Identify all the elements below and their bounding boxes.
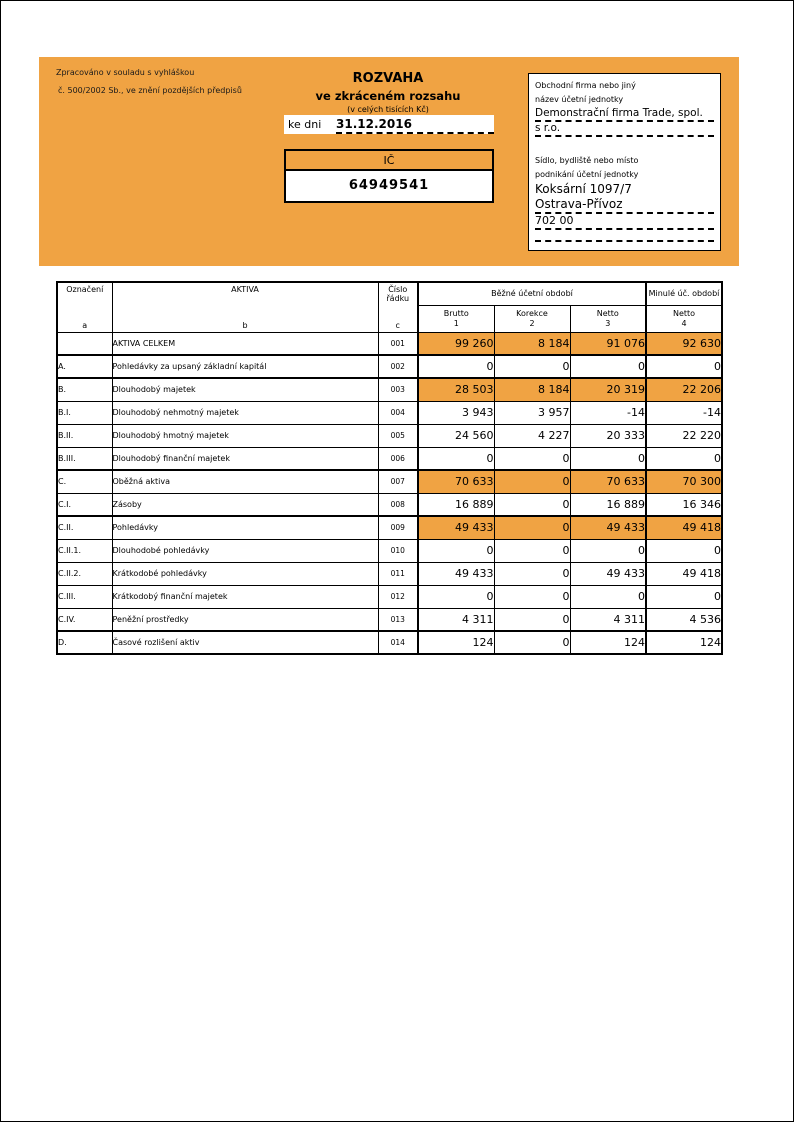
ic-value: 64949541 (286, 171, 492, 201)
cell-netto-previous: 22 220 (646, 424, 722, 447)
col-header-designation-letter: a (82, 321, 88, 331)
cell-designation: D. (57, 631, 112, 654)
cell-item-label: Peněžní prostředky (112, 608, 378, 631)
table-row (57, 631, 722, 654)
col-header-line-number-title: Číslo řádku (386, 285, 410, 304)
cell-netto-previous: 0 (646, 447, 722, 470)
cell-item-label: Dlouhodobé pohledávky (112, 539, 378, 562)
table-header (57, 282, 722, 332)
ic-box (284, 149, 494, 203)
title-block (238, 71, 538, 114)
spacer (535, 137, 714, 154)
cell-netto: 0 (570, 355, 646, 378)
cell-line-number: 007 (378, 470, 418, 493)
cell-designation: C.I. (57, 493, 112, 516)
company-address-zip: 702 00 (535, 214, 714, 230)
cell-netto: 124 (570, 631, 646, 654)
cell-netto: 49 433 (570, 516, 646, 539)
cell-netto: 0 (570, 539, 646, 562)
col-group-current-period: Běžné účetní období (418, 282, 646, 305)
table-row (57, 447, 722, 470)
cell-netto-previous: 0 (646, 539, 722, 562)
balance-sheet-table (56, 281, 723, 655)
cell-netto: 0 (570, 447, 646, 470)
table-row (57, 401, 722, 424)
cell-brutto: 0 (418, 447, 494, 470)
cell-designation: C.III. (57, 585, 112, 608)
col-header-korekce: Korekce 2 (494, 305, 570, 332)
col-header-designation (57, 282, 112, 332)
company-name-line2: s r.o. (535, 122, 714, 137)
cell-designation: C.IV. (57, 608, 112, 631)
cell-korekce: 0 (494, 493, 570, 516)
cell-designation: A. (57, 355, 112, 378)
cell-designation: B.III. (57, 447, 112, 470)
cell-line-number: 008 (378, 493, 418, 516)
cell-korekce: 0 (494, 562, 570, 585)
company-name-line1: Demonstrační firma Trade, spol. (535, 107, 714, 122)
cell-netto-previous: 49 418 (646, 516, 722, 539)
cell-korekce: 0 (494, 585, 570, 608)
cell-korekce: 3 957 (494, 401, 570, 424)
cell-korekce: 0 (494, 516, 570, 539)
regulation-note-line1: Zpracováno v souladu s vyhláškou (56, 68, 195, 77)
form-subtitle: ve zkráceném rozsahu (315, 89, 461, 103)
cell-item-label: Zásoby (112, 493, 378, 516)
cell-designation: C.II.1. (57, 539, 112, 562)
cell-netto: 20 333 (570, 424, 646, 447)
col-header-designation-title: Označení (66, 285, 104, 295)
col-header-line-number (378, 282, 418, 332)
empty-dashed-line (535, 230, 714, 242)
cell-line-number: 009 (378, 516, 418, 539)
cell-item-label: Pohledávky (112, 516, 378, 539)
table-row (57, 608, 722, 631)
cell-korekce: 8 184 (494, 332, 570, 355)
cell-netto: 20 319 (570, 378, 646, 401)
col-header-aktiva-title: AKTIVA (231, 285, 259, 295)
col-header-aktiva-letter: b (242, 321, 248, 331)
table-row (57, 539, 722, 562)
table-row (57, 470, 722, 493)
table-row (57, 516, 722, 539)
cell-brutto: 0 (418, 539, 494, 562)
cell-item-label: Oběžná aktiva (112, 470, 378, 493)
cell-netto: 70 633 (570, 470, 646, 493)
cell-netto-previous: 4 536 (646, 608, 722, 631)
cell-netto-previous: 124 (646, 631, 722, 654)
cell-line-number: 004 (378, 401, 418, 424)
company-seat-label-line1: Sídlo, bydliště nebo místo (535, 156, 639, 165)
cell-brutto: 49 433 (418, 562, 494, 585)
table-row (57, 562, 722, 585)
cell-item-label: AKTIVA CELKEM (112, 332, 378, 355)
cell-brutto: 99 260 (418, 332, 494, 355)
table-row (57, 585, 722, 608)
cell-brutto: 49 433 (418, 516, 494, 539)
cell-brutto: 0 (418, 355, 494, 378)
cell-item-label: Dlouhodobý nehmotný majetek (112, 401, 378, 424)
cell-brutto: 24 560 (418, 424, 494, 447)
cell-designation: C.II.2. (57, 562, 112, 585)
cell-line-number: 014 (378, 631, 418, 654)
company-name-label-line1: Obchodní firma nebo jiný (535, 81, 636, 90)
col-header-line-number-letter: c (395, 321, 400, 331)
cell-netto-previous: 16 346 (646, 493, 722, 516)
company-name-label-line2: název účetní jednotky (535, 95, 624, 104)
cell-designation: C.II. (57, 516, 112, 539)
cell-korekce: 0 (494, 355, 570, 378)
company-address-line2: Ostrava-Přívoz (535, 197, 714, 214)
cell-netto-previous: 70 300 (646, 470, 722, 493)
cell-brutto: 3 943 (418, 401, 494, 424)
cell-designation: B. (57, 378, 112, 401)
cell-netto: 49 433 (570, 562, 646, 585)
company-address-line1: Koksární 1097/7 (535, 182, 632, 196)
cell-item-label: Dlouhodobý hmotný majetek (112, 424, 378, 447)
cell-line-number: 011 (378, 562, 418, 585)
cell-netto: 91 076 (570, 332, 646, 355)
date-value: 31.12.2016 (336, 115, 494, 134)
cell-line-number: 002 (378, 355, 418, 378)
cell-netto: -14 (570, 401, 646, 424)
cell-brutto: 124 (418, 631, 494, 654)
cell-item-label: Časové rozlišení aktiv (112, 631, 378, 654)
cell-line-number: 003 (378, 378, 418, 401)
cell-netto: 16 889 (570, 493, 646, 516)
cell-designation: C. (57, 470, 112, 493)
table-body (57, 332, 722, 654)
table-row (57, 378, 722, 401)
col-header-aktiva (112, 282, 378, 332)
cell-brutto: 28 503 (418, 378, 494, 401)
cell-brutto: 0 (418, 585, 494, 608)
cell-netto-previous: 0 (646, 585, 722, 608)
cell-netto-previous: 92 630 (646, 332, 722, 355)
unit-note: (v celých tisících Kč) (347, 105, 429, 114)
col-group-previous-period: Minulé úč. období (646, 282, 722, 305)
cell-korekce: 8 184 (494, 378, 570, 401)
cell-item-label: Krátkodobé pohledávky (112, 562, 378, 585)
cell-netto-previous: 0 (646, 355, 722, 378)
cell-korekce: 4 227 (494, 424, 570, 447)
cell-korekce: 0 (494, 539, 570, 562)
cell-item-label: Dlouhodobý majetek (112, 378, 378, 401)
cell-item-label: Dlouhodobý finanční majetek (112, 447, 378, 470)
ic-label: IČ (286, 151, 492, 171)
table-row (57, 493, 722, 516)
col-header-netto-previous: Netto 4 (646, 305, 722, 332)
col-header-netto: Netto 3 (570, 305, 646, 332)
cell-line-number: 005 (378, 424, 418, 447)
cell-brutto: 16 889 (418, 493, 494, 516)
col-header-brutto: Brutto 1 (418, 305, 494, 332)
cell-korekce: 0 (494, 470, 570, 493)
date-label: ke dni (288, 118, 322, 131)
cell-designation (57, 332, 112, 355)
cell-netto-previous: 49 418 (646, 562, 722, 585)
cell-netto-previous: 22 206 (646, 378, 722, 401)
cell-netto: 4 311 (570, 608, 646, 631)
cell-line-number: 001 (378, 332, 418, 355)
cell-line-number: 013 (378, 608, 418, 631)
cell-item-label: Krátkodobý finanční majetek (112, 585, 378, 608)
form-title: ROZVAHA (352, 71, 424, 86)
cell-korekce: 0 (494, 608, 570, 631)
cell-line-number: 012 (378, 585, 418, 608)
cell-netto: 0 (570, 585, 646, 608)
date-strip (284, 115, 494, 134)
cell-line-number: 006 (378, 447, 418, 470)
cell-brutto: 4 311 (418, 608, 494, 631)
cell-designation: B.I. (57, 401, 112, 424)
company-box (528, 73, 721, 251)
cell-netto-previous: -14 (646, 401, 722, 424)
table-row (57, 355, 722, 378)
company-seat-label-line2: podnikání účetní jednotky (535, 170, 639, 179)
table-row (57, 424, 722, 447)
regulation-note-line2: č. 500/2002 Sb., ve znění pozdějších předpisů (58, 86, 242, 95)
table-row (57, 332, 722, 355)
cell-item-label: Pohledávky za upsaný základní kapitál (112, 355, 378, 378)
cell-korekce: 0 (494, 447, 570, 470)
cell-korekce: 0 (494, 631, 570, 654)
cell-designation: B.II. (57, 424, 112, 447)
cell-line-number: 010 (378, 539, 418, 562)
cell-brutto: 70 633 (418, 470, 494, 493)
